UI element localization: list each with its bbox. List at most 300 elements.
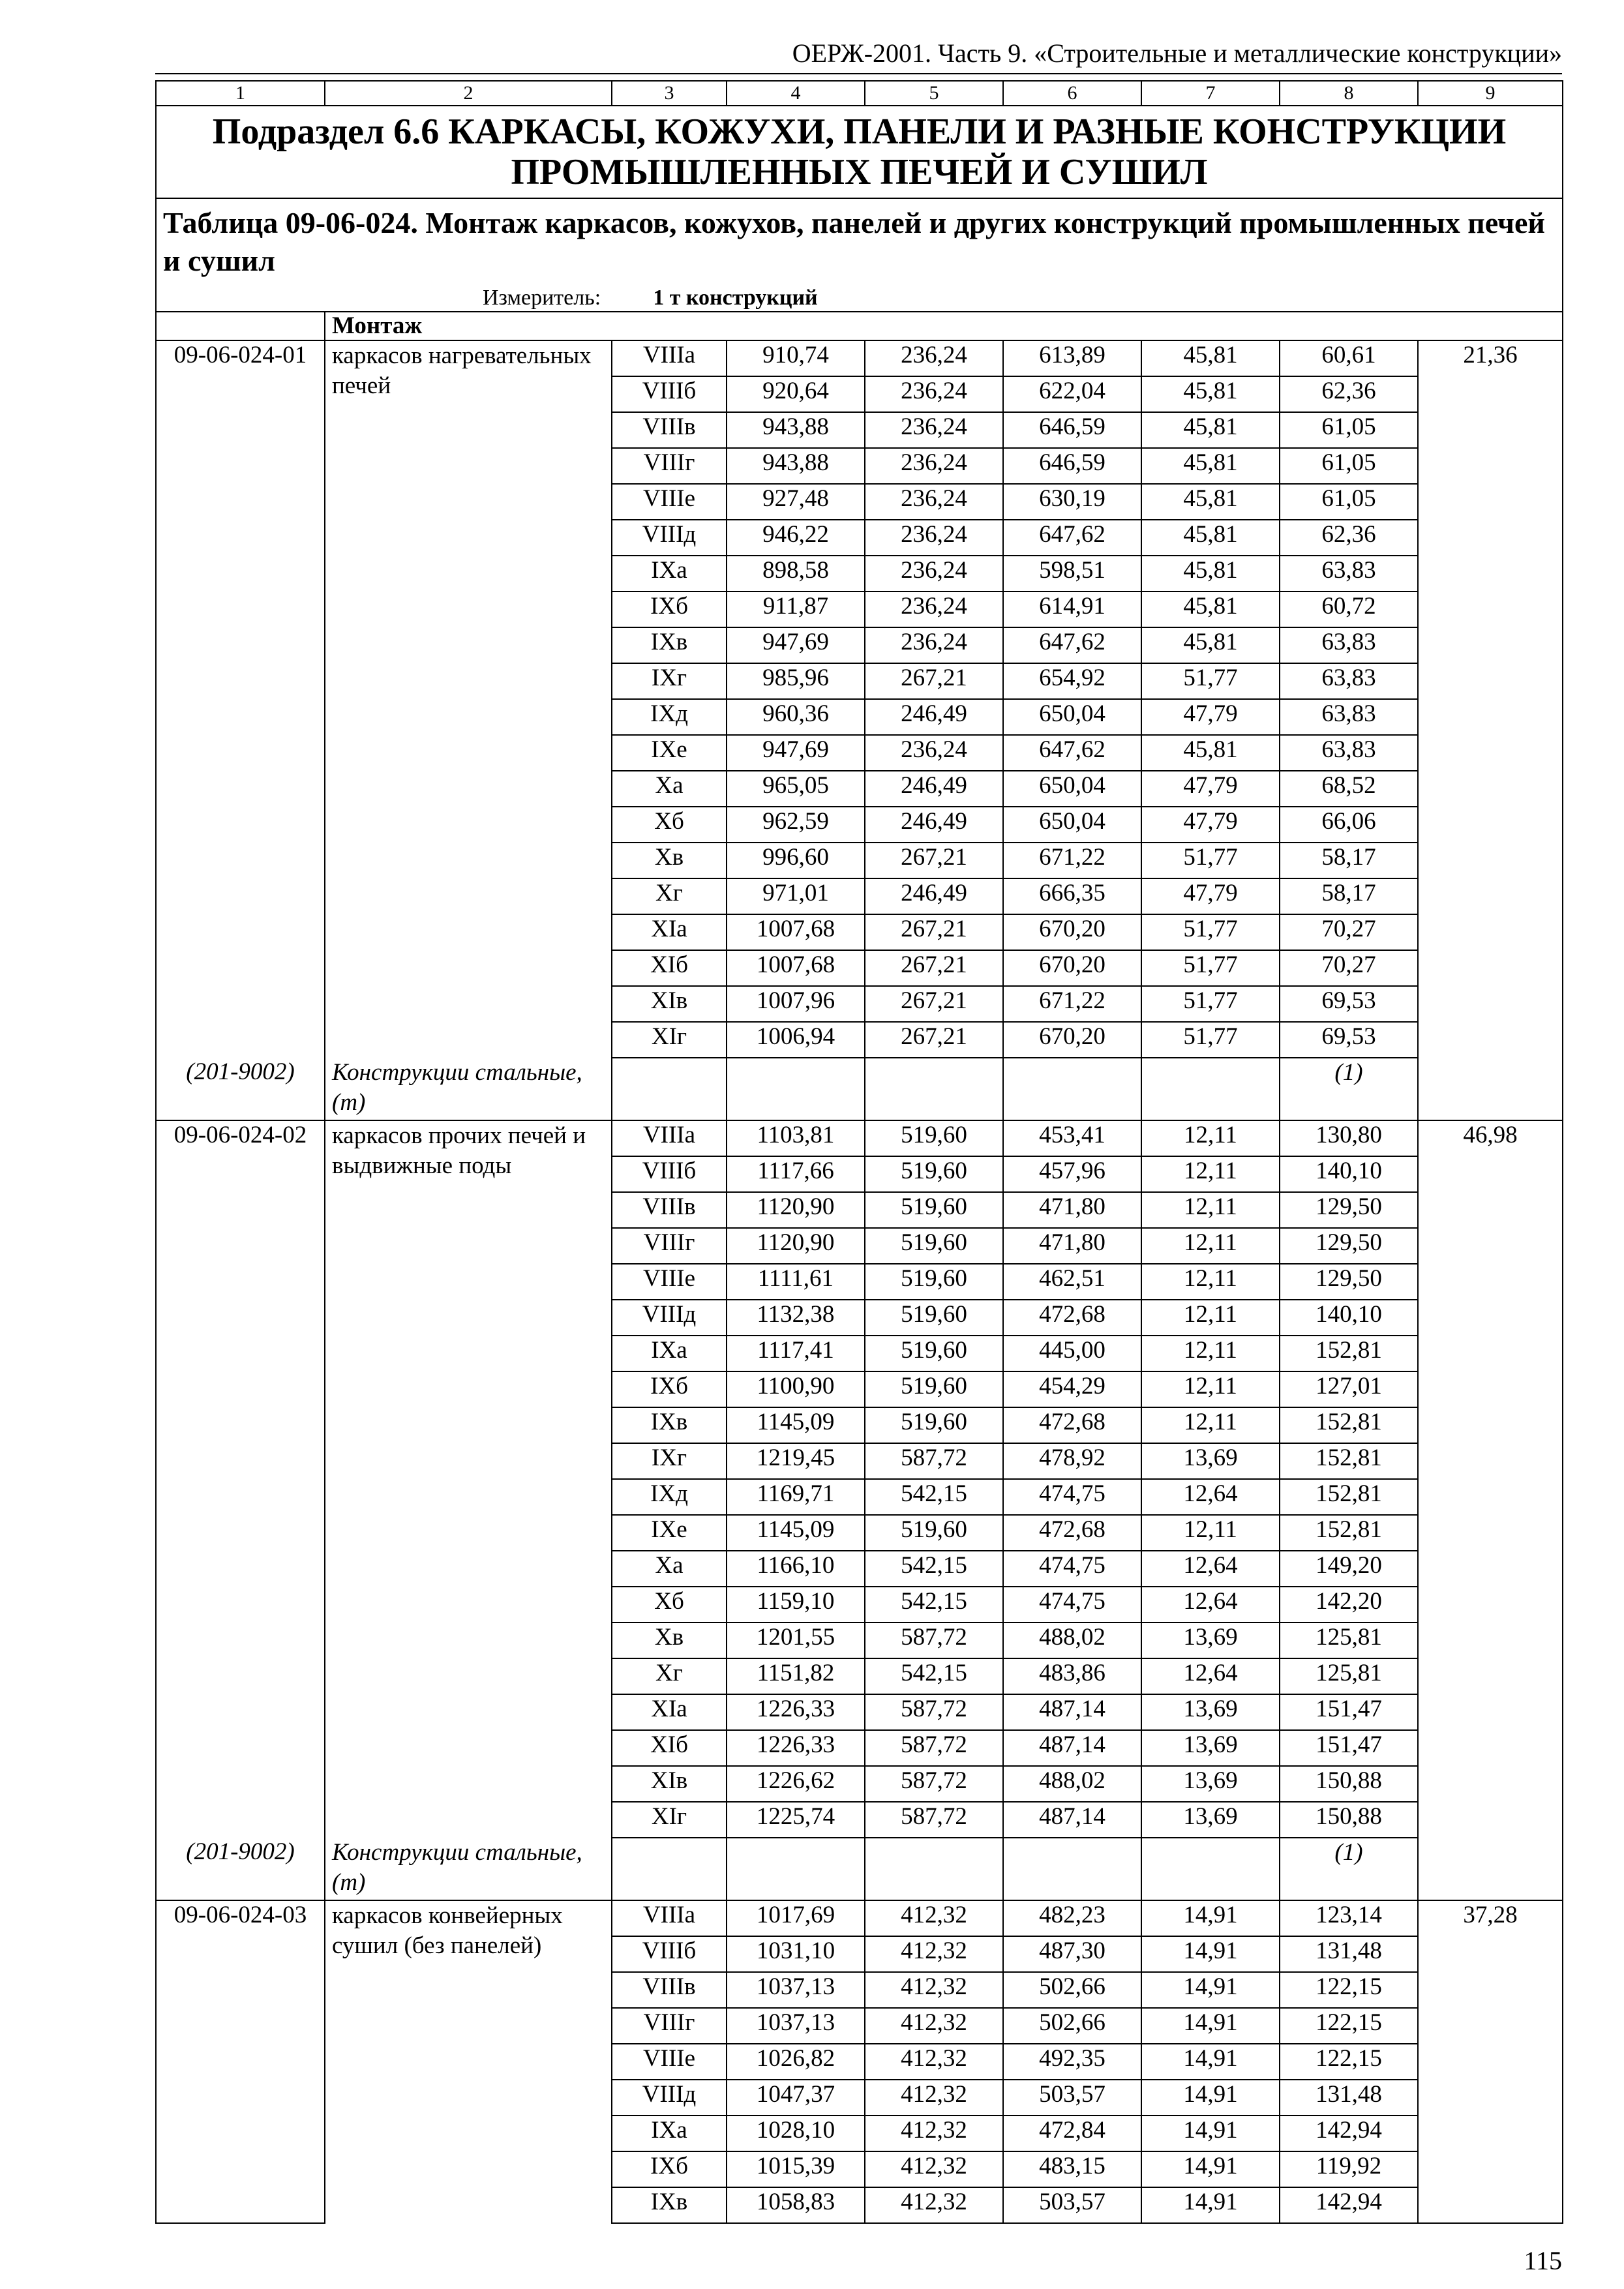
zone-code: XIг: [612, 1802, 727, 1838]
value-cell: 45,81: [1141, 556, 1280, 591]
value-cell: 482,23: [1003, 1900, 1141, 1936]
zone-code: XIв: [612, 986, 727, 1022]
value-cell: 63,83: [1280, 627, 1418, 663]
value-cell: 654,92: [1003, 663, 1141, 699]
empty-cell: [156, 1972, 325, 2008]
empty-cell: [156, 986, 325, 1022]
empty-cell: [727, 1838, 865, 1900]
value-cell: 1031,10: [727, 1936, 865, 1972]
price-table: [155, 80, 1563, 2224]
empty-cell: [156, 1936, 325, 1972]
value-cell: 60,61: [1280, 340, 1418, 376]
zone-code: VIIIе: [612, 1264, 727, 1300]
value-cell: 1007,68: [727, 914, 865, 950]
value-cell: 650,04: [1003, 771, 1141, 807]
value-cell: 51,77: [1141, 986, 1280, 1022]
subsection-title: Подраздел 6.6 КАРКАСЫ, КОЖУХИ, ПАНЕЛИ И РАЗНЫЕ КОНСТРУКЦИИ ПРОМЫШЛЕННЫХ ПЕЧЕЙ И СУШИЛ: [156, 106, 1563, 198]
value-cell: 483,15: [1003, 2151, 1141, 2187]
zone-code: XIв: [612, 1766, 727, 1802]
value-cell: 14,91: [1141, 2187, 1280, 2223]
value-cell: 122,15: [1280, 2008, 1418, 2044]
zone-code: VIIIд: [612, 1300, 727, 1336]
value-cell: 51,77: [1141, 663, 1280, 699]
rate-code: 09-06-024-02: [156, 1120, 325, 1156]
empty-cell: [156, 1407, 325, 1443]
value-cell: 947,69: [727, 735, 865, 771]
empty-cell: [1418, 2044, 1563, 2080]
zone-code: Xв: [612, 1623, 727, 1658]
value-cell: 647,62: [1003, 627, 1141, 663]
value-cell: 542,15: [865, 1587, 1003, 1623]
value-cell: 1007,96: [727, 986, 865, 1022]
value-cell: 457,96: [1003, 1156, 1141, 1192]
zone-code: IXа: [612, 2116, 727, 2151]
empty-cell: [156, 1802, 325, 1838]
machinist-wage: 46,98: [1418, 1120, 1563, 1156]
empty-cell: [612, 1058, 727, 1120]
empty-cell: [1418, 735, 1563, 771]
column-number: 3: [612, 81, 727, 106]
empty-cell: [1141, 1838, 1280, 1900]
empty-cell: [156, 1192, 325, 1228]
value-cell: 69,53: [1280, 986, 1418, 1022]
zone-code: VIIIе: [612, 2044, 727, 2080]
value-cell: 12,64: [1141, 1587, 1280, 1623]
value-cell: 1007,68: [727, 950, 865, 986]
value-cell: 45,81: [1141, 448, 1280, 484]
measure-row: [156, 285, 1563, 312]
value-cell: 1166,10: [727, 1551, 865, 1587]
running-header: ОЕРЖ-2001. Часть 9. «Строительные и металлические конструкции»: [792, 38, 1562, 68]
empty-cell: [156, 2187, 325, 2223]
value-cell: 542,15: [865, 1658, 1003, 1694]
empty-cell: [1418, 1336, 1563, 1371]
resource-name: Конструкции стальные, (т): [325, 1058, 612, 1120]
empty-cell: [1418, 2151, 1563, 2187]
zone-code: IXа: [612, 556, 727, 591]
empty-cell: [1418, 914, 1563, 950]
measure-label: Измеритель:: [483, 286, 601, 310]
value-cell: 1047,37: [727, 2080, 865, 2116]
value-cell: 483,86: [1003, 1658, 1141, 1694]
machinist-wage: 21,36: [1418, 340, 1563, 376]
value-cell: 14,91: [1141, 1972, 1280, 2008]
value-cell: 910,74: [727, 340, 865, 376]
value-cell: 63,83: [1280, 699, 1418, 735]
value-cell: 13,69: [1141, 1623, 1280, 1658]
zone-code: XIб: [612, 950, 727, 986]
subsection-row: [156, 106, 1563, 198]
zone-code: Xб: [612, 807, 727, 843]
column-number: 6: [1003, 81, 1141, 106]
value-cell: 69,53: [1280, 1022, 1418, 1058]
empty-cell: [156, 412, 325, 448]
empty-cell: [156, 1336, 325, 1371]
zone-code: VIIIа: [612, 340, 727, 376]
value-cell: 47,79: [1141, 771, 1280, 807]
resource-code: (201-9002): [156, 1838, 325, 1900]
value-cell: 61,05: [1280, 448, 1418, 484]
value-cell: 12,11: [1141, 1192, 1280, 1228]
value-cell: 503,57: [1003, 2187, 1141, 2223]
value-cell: 58,17: [1280, 843, 1418, 878]
value-cell: 412,32: [865, 2151, 1003, 2187]
zone-code: IXе: [612, 1515, 727, 1551]
value-cell: 996,60: [727, 843, 865, 878]
value-cell: 519,60: [865, 1371, 1003, 1407]
value-cell: 412,32: [865, 2008, 1003, 2044]
value-cell: 60,72: [1280, 591, 1418, 627]
value-cell: 130,80: [1280, 1120, 1418, 1156]
value-cell: 646,59: [1003, 448, 1141, 484]
value-cell: 474,75: [1003, 1551, 1141, 1587]
value-cell: 670,20: [1003, 950, 1141, 986]
rate-code: 09-06-024-03: [156, 1900, 325, 1936]
empty-cell: [1418, 591, 1563, 627]
empty-cell: [1418, 1371, 1563, 1407]
section-row: [156, 312, 1563, 340]
value-cell: 474,75: [1003, 1479, 1141, 1515]
empty-cell: [156, 1587, 325, 1623]
empty-cell: [156, 878, 325, 914]
empty-cell: [156, 1766, 325, 1802]
empty-cell: [156, 312, 325, 340]
value-cell: 587,72: [865, 1623, 1003, 1658]
empty-cell: [156, 1551, 325, 1587]
empty-cell: [156, 556, 325, 591]
value-cell: 123,14: [1280, 1900, 1418, 1936]
value-cell: 131,48: [1280, 1936, 1418, 1972]
value-cell: 613,89: [1003, 340, 1141, 376]
value-cell: 965,05: [727, 771, 865, 807]
empty-cell: [156, 735, 325, 771]
empty-cell: [1418, 878, 1563, 914]
resource-row: [156, 1838, 1563, 1900]
empty-cell: [1418, 807, 1563, 843]
value-cell: 519,60: [865, 1264, 1003, 1300]
value-cell: 62,36: [1280, 520, 1418, 556]
value-cell: 947,69: [727, 627, 865, 663]
empty-cell: [612, 1838, 727, 1900]
value-cell: 246,49: [865, 771, 1003, 807]
value-cell: 152,81: [1280, 1336, 1418, 1371]
empty-cell: [156, 1694, 325, 1730]
empty-cell: [156, 2008, 325, 2044]
zone-code: IXд: [612, 1479, 727, 1515]
value-cell: 47,79: [1141, 807, 1280, 843]
empty-cell: [156, 914, 325, 950]
table-title-row: [156, 198, 1563, 285]
empty-cell: [156, 2116, 325, 2151]
value-cell: 519,60: [865, 1336, 1003, 1371]
value-cell: 519,60: [865, 1515, 1003, 1551]
value-cell: 14,91: [1141, 1900, 1280, 1936]
value-cell: 622,04: [1003, 376, 1141, 412]
value-cell: 412,32: [865, 2080, 1003, 2116]
empty-cell: [156, 1479, 325, 1515]
value-cell: 267,21: [865, 663, 1003, 699]
value-cell: 1015,39: [727, 2151, 865, 2187]
value-cell: 1028,10: [727, 2116, 865, 2151]
empty-cell: [156, 1022, 325, 1058]
empty-cell: [1418, 448, 1563, 484]
value-cell: 12,11: [1141, 1336, 1280, 1371]
value-cell: 1132,38: [727, 1300, 865, 1336]
value-cell: 51,77: [1141, 950, 1280, 986]
value-cell: 131,48: [1280, 2080, 1418, 2116]
empty-cell: [156, 1443, 325, 1479]
value-cell: 236,24: [865, 412, 1003, 448]
value-cell: 412,32: [865, 1936, 1003, 1972]
value-cell: 236,24: [865, 340, 1003, 376]
value-cell: 1058,83: [727, 2187, 865, 2223]
value-cell: 61,05: [1280, 412, 1418, 448]
zone-code: XIб: [612, 1730, 727, 1766]
value-cell: 119,92: [1280, 2151, 1418, 2187]
zone-code: XIа: [612, 1694, 727, 1730]
empty-cell: [156, 2044, 325, 2080]
value-cell: 13,69: [1141, 1766, 1280, 1802]
value-cell: 129,50: [1280, 1192, 1418, 1228]
value-cell: 149,20: [1280, 1551, 1418, 1587]
value-cell: 1037,13: [727, 1972, 865, 2008]
empty-cell: [1418, 1058, 1563, 1120]
value-cell: 125,81: [1280, 1623, 1418, 1658]
value-cell: 63,83: [1280, 735, 1418, 771]
zone-code: Xа: [612, 1551, 727, 1587]
zone-code: IXб: [612, 2151, 727, 2187]
value-cell: 70,27: [1280, 914, 1418, 950]
value-cell: 142,20: [1280, 1587, 1418, 1623]
value-cell: 45,81: [1141, 340, 1280, 376]
value-cell: 454,29: [1003, 1371, 1141, 1407]
empty-cell: [1418, 1443, 1563, 1479]
zone-code: IXа: [612, 1336, 727, 1371]
value-cell: 13,69: [1141, 1694, 1280, 1730]
value-cell: 670,20: [1003, 1022, 1141, 1058]
value-cell: 122,15: [1280, 2044, 1418, 2080]
empty-cell: [156, 843, 325, 878]
value-cell: 236,24: [865, 627, 1003, 663]
value-cell: 152,81: [1280, 1515, 1418, 1551]
zone-code: XIа: [612, 914, 727, 950]
rate-code: 09-06-024-01: [156, 340, 325, 376]
empty-cell: [1418, 520, 1563, 556]
zone-code: VIIIв: [612, 1972, 727, 2008]
zone-code: Xг: [612, 1658, 727, 1694]
value-cell: 471,80: [1003, 1192, 1141, 1228]
value-cell: 587,72: [865, 1802, 1003, 1838]
value-cell: 236,24: [865, 556, 1003, 591]
empty-cell: [1418, 1479, 1563, 1515]
empty-cell: [1418, 1658, 1563, 1694]
value-cell: 412,32: [865, 2116, 1003, 2151]
empty-cell: [1418, 627, 1563, 663]
value-cell: 1226,62: [727, 1766, 865, 1802]
value-cell: 487,30: [1003, 1936, 1141, 1972]
value-cell: 267,21: [865, 843, 1003, 878]
value-cell: 503,57: [1003, 2080, 1141, 2116]
value-cell: 1017,69: [727, 1900, 865, 1936]
value-cell: 45,81: [1141, 627, 1280, 663]
empty-cell: [156, 376, 325, 412]
value-cell: 12,11: [1141, 1228, 1280, 1264]
section-label: Монтаж: [325, 312, 1563, 340]
empty-cell: [156, 1623, 325, 1658]
value-cell: 129,50: [1280, 1228, 1418, 1264]
zone-code: IXг: [612, 663, 727, 699]
value-cell: 1120,90: [727, 1192, 865, 1228]
value-cell: 142,94: [1280, 2187, 1418, 2223]
value-cell: 68,52: [1280, 771, 1418, 807]
value-cell: 12,11: [1141, 1515, 1280, 1551]
value-cell: 12,11: [1141, 1371, 1280, 1407]
empty-cell: [727, 1058, 865, 1120]
value-cell: 670,20: [1003, 914, 1141, 950]
work-description: каркасов прочих печей и выдвижные поды: [325, 1120, 612, 1838]
value-cell: 14,91: [1141, 1936, 1280, 1972]
empty-cell: [1418, 1623, 1563, 1658]
value-cell: 472,68: [1003, 1300, 1141, 1336]
value-cell: 1026,82: [727, 2044, 865, 2080]
value-cell: 943,88: [727, 412, 865, 448]
value-cell: 45,81: [1141, 520, 1280, 556]
empty-cell: [1418, 1156, 1563, 1192]
empty-cell: [1418, 1587, 1563, 1623]
value-cell: 650,04: [1003, 807, 1141, 843]
table-title: Таблица 09-06-024. Монтаж каркасов, кожухов, панелей и других конструкций промышленных печей и сушил: [156, 198, 1563, 285]
empty-cell: [156, 1371, 325, 1407]
value-cell: 142,94: [1280, 2116, 1418, 2151]
empty-cell: [156, 1156, 325, 1192]
empty-cell: [1418, 1838, 1563, 1900]
value-cell: 650,04: [1003, 699, 1141, 735]
value-cell: 267,21: [865, 1022, 1003, 1058]
empty-cell: [1418, 1300, 1563, 1336]
value-cell: 1145,09: [727, 1407, 865, 1443]
value-cell: 587,72: [865, 1443, 1003, 1479]
value-cell: 474,75: [1003, 1587, 1141, 1623]
value-cell: 12,11: [1141, 1300, 1280, 1336]
value-cell: 152,81: [1280, 1407, 1418, 1443]
value-cell: 542,15: [865, 1551, 1003, 1587]
value-cell: 1159,10: [727, 1587, 865, 1623]
empty-cell: [156, 699, 325, 735]
work-description: каркасов нагревательных печей: [325, 340, 612, 1058]
column-number-row: [156, 81, 1563, 106]
empty-cell: [1418, 1551, 1563, 1587]
empty-cell: [156, 2080, 325, 2116]
value-cell: 125,81: [1280, 1658, 1418, 1694]
value-cell: 911,87: [727, 591, 865, 627]
value-cell: 51,77: [1141, 1022, 1280, 1058]
value-cell: 45,81: [1141, 484, 1280, 520]
value-cell: 646,59: [1003, 412, 1141, 448]
empty-cell: [156, 1658, 325, 1694]
value-cell: 1100,90: [727, 1371, 865, 1407]
zone-code: VIIIв: [612, 412, 727, 448]
value-cell: 14,91: [1141, 2151, 1280, 2187]
measure-value: 1 т конструкций: [653, 286, 818, 310]
zone-code: XIг: [612, 1022, 727, 1058]
value-cell: 960,36: [727, 699, 865, 735]
zone-code: Xа: [612, 771, 727, 807]
value-cell: 542,15: [865, 1479, 1003, 1515]
resource-name: Конструкции стальные, (т): [325, 1838, 612, 1900]
empty-cell: [865, 1838, 1003, 1900]
value-cell: 267,21: [865, 986, 1003, 1022]
value-cell: 985,96: [727, 663, 865, 699]
empty-cell: [156, 1228, 325, 1264]
value-cell: 462,51: [1003, 1264, 1141, 1300]
measure-cell: [156, 285, 1563, 312]
value-cell: 1117,41: [727, 1336, 865, 1371]
value-cell: 647,62: [1003, 735, 1141, 771]
zone-code: VIIIд: [612, 2080, 727, 2116]
value-cell: 140,10: [1280, 1156, 1418, 1192]
value-cell: 502,66: [1003, 2008, 1141, 2044]
value-cell: 519,60: [865, 1120, 1003, 1156]
empty-cell: [1418, 1407, 1563, 1443]
value-cell: 63,83: [1280, 556, 1418, 591]
empty-cell: [1418, 2080, 1563, 2116]
value-cell: 152,81: [1280, 1443, 1418, 1479]
value-cell: 487,14: [1003, 1730, 1141, 1766]
value-cell: 1037,13: [727, 2008, 865, 2044]
value-cell: 66,06: [1280, 807, 1418, 843]
zone-code: VIIIг: [612, 1228, 727, 1264]
empty-cell: [156, 1730, 325, 1766]
empty-cell: [156, 591, 325, 627]
value-cell: 471,80: [1003, 1228, 1141, 1264]
value-cell: 62,36: [1280, 376, 1418, 412]
value-cell: 1120,90: [727, 1228, 865, 1264]
empty-cell: [1418, 986, 1563, 1022]
resource-quantity: (1): [1280, 1838, 1418, 1900]
value-cell: 61,05: [1280, 484, 1418, 520]
column-number: 4: [727, 81, 865, 106]
value-cell: 150,88: [1280, 1766, 1418, 1802]
value-cell: 962,59: [727, 807, 865, 843]
zone-code: IXв: [612, 1407, 727, 1443]
empty-cell: [1418, 2187, 1563, 2223]
empty-cell: [865, 1058, 1003, 1120]
zone-code: Xв: [612, 843, 727, 878]
empty-cell: [1418, 376, 1563, 412]
empty-cell: [156, 950, 325, 986]
value-cell: 12,64: [1141, 1551, 1280, 1587]
table-row: [156, 340, 1563, 376]
value-cell: 920,64: [727, 376, 865, 412]
empty-cell: [1418, 1022, 1563, 1058]
value-cell: 45,81: [1141, 591, 1280, 627]
value-cell: 1117,66: [727, 1156, 865, 1192]
empty-cell: [1418, 1515, 1563, 1551]
value-cell: 487,14: [1003, 1802, 1141, 1838]
value-cell: 12,11: [1141, 1407, 1280, 1443]
value-cell: 630,19: [1003, 484, 1141, 520]
value-cell: 58,17: [1280, 878, 1418, 914]
value-cell: 13,69: [1141, 1802, 1280, 1838]
zone-code: VIIIб: [612, 1936, 727, 1972]
value-cell: 236,24: [865, 520, 1003, 556]
empty-cell: [1418, 663, 1563, 699]
value-cell: 246,49: [865, 699, 1003, 735]
empty-cell: [1141, 1058, 1280, 1120]
value-cell: 151,47: [1280, 1730, 1418, 1766]
zone-code: VIIIб: [612, 376, 727, 412]
value-cell: 1225,74: [727, 1802, 865, 1838]
